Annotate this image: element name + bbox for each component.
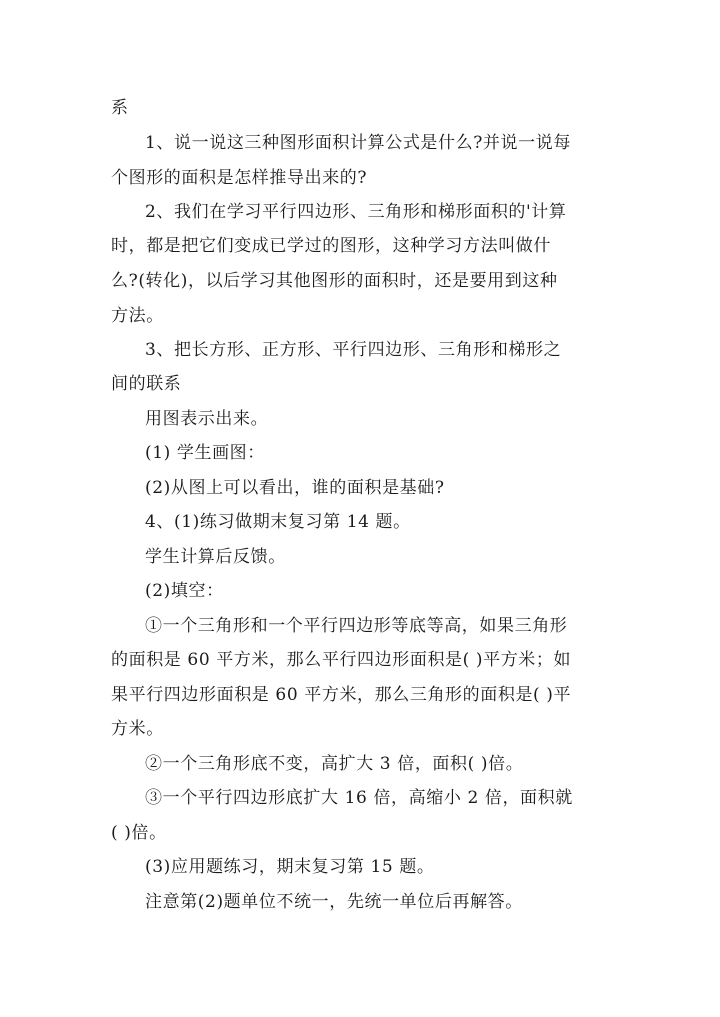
text-line: 方米。: [111, 719, 164, 739]
text-line: 4、(1)练习做期末复习第 14 题。: [145, 512, 411, 532]
text-line: 1、说一说这三种图形面积计算公式是什么?并说一说每: [145, 133, 571, 153]
text-line: 3、把长方形、正方形、平行四边形、三角形和梯形之: [145, 340, 562, 360]
text-line: (1) 学生画图：: [145, 443, 265, 463]
text-line: 时，都是把它们变成已学过的图形，这种学习方法叫做什: [111, 236, 551, 256]
text-line: (2)从图上可以看出，谁的面积是基础?: [145, 478, 445, 498]
text-line: (2)填空：: [145, 581, 224, 601]
text-line: 方法。: [111, 306, 164, 326]
text-line: (3)应用题练习，期末复习第 15 题。: [145, 857, 435, 877]
text-line: 用图表示出来。: [145, 409, 269, 429]
text-line: ( )倍。: [111, 823, 167, 843]
text-line: 系: [111, 98, 129, 118]
text-line: 2、我们在学习平行四边形、三角形和梯形面积的'计算: [145, 202, 567, 222]
text-line: ②一个三角形底不变，高扩大 3 倍，面积( )倍。: [145, 754, 524, 774]
text-line: ③一个平行四边形底扩大 16 倍，高缩小 2 倍，面积就: [145, 788, 573, 808]
text-line: 么?(转化)，以后学习其他图形的面积时，还是要用到这种: [111, 271, 558, 291]
text-line: 的面积是 60 平方米，那么平行四边形面积是( )平方米；如: [111, 650, 572, 670]
text-line: 学生计算后反馈。: [145, 547, 286, 567]
text-line: 个图形的面积是怎样推导出来的?: [111, 168, 368, 188]
text-line: 果平行四边形面积是 60 平方米，那么三角形的面积是( )平: [111, 685, 572, 705]
text-line: 间的联系: [111, 374, 182, 394]
text-line: 注意第(2)题单位不统一，先统一单位后再解答。: [145, 892, 523, 912]
text-line: ①一个三角形和一个平行四边形等底等高，如果三角形: [145, 616, 568, 636]
